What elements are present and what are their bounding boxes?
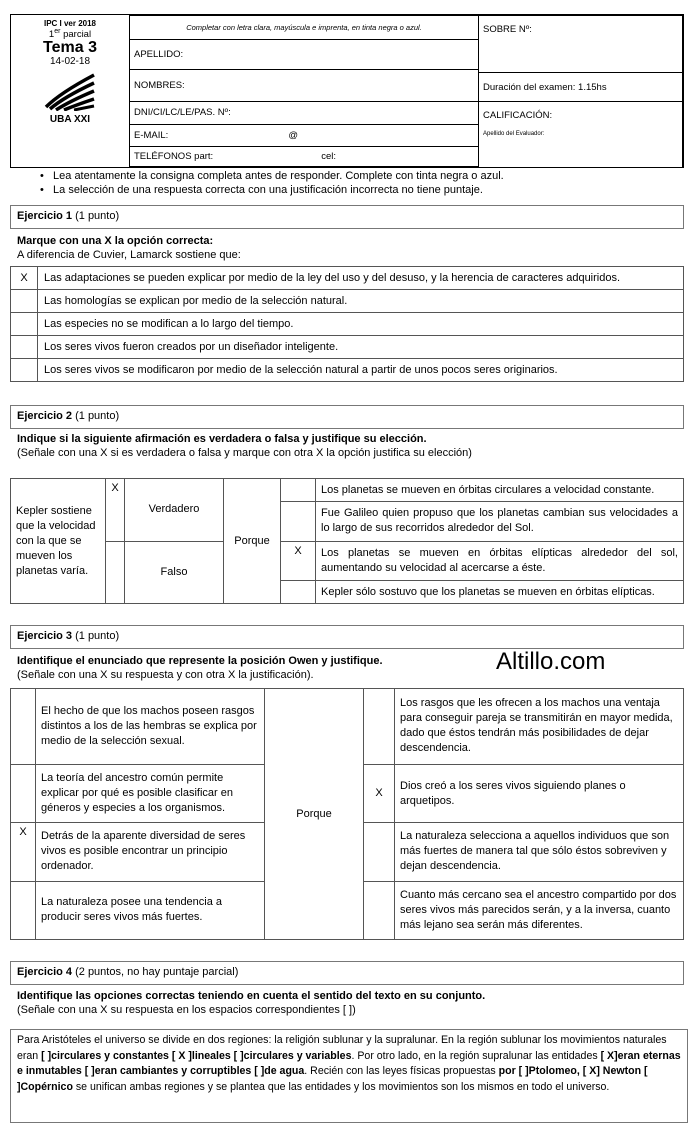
verdadero-label: Verdadero [125, 479, 224, 542]
right-checkbox[interactable] [364, 823, 395, 881]
ex4-title: Ejercicio 4 (2 puntos, no hay puntaje parcial) [10, 961, 684, 985]
porque-label: Porque [265, 689, 364, 940]
exam-date: 14-02-18 [49, 56, 91, 68]
reason-text: Fue Galileo quien propuso que los planetas cambian sus velocidades a lo largo de sus recorridos alrededor del Sol. [316, 502, 684, 542]
option-row [11, 359, 684, 382]
course-code: IPC I ver 2018 [43, 19, 97, 28]
dni-field[interactable]: DNI/CI/LC/LE/PAS. Nº: [130, 101, 479, 124]
reason-checkbox[interactable]: X [281, 541, 316, 581]
reason-checkbox[interactable] [281, 502, 316, 542]
ex4-paragraph: Para Aristóteles el universo se divide en dos regiones: la religión sublunar y la supralunar. En la región sublunar los movimientos naturales eran [ ]circulares y constantes [ X ]lineales [ ]circulares y variables. Por otro lado, en la región supralunar las entidades [ X]eran eternas e inmutables [ ]eran cambiantes y corruptibles [ ]de agua. Recién con las leyes físicas propuestas por [ ]Ptolomeo, [ X] Newton [ ]Copérnico se unifican ambas regiones y se plantea que las entidades y los movimientos son los mismos en todo el universo. [10, 1029, 688, 1123]
right-text: Cuanto más cercano sea el ancestro compartido por dos seres vivos más parecidos serán, y a la inversa, cuanto más lejano sea serán más diferentes. [395, 881, 684, 939]
tema-title: Tema 3 [43, 39, 97, 57]
option-row [11, 290, 684, 313]
ex1-question: A diferencia de Cuvier, Lamarck sostiene que: [17, 249, 241, 261]
option-checkbox[interactable] [11, 336, 38, 359]
sobre-field: SOBRE Nº: [479, 16, 683, 73]
option-checkbox[interactable]: X [11, 267, 38, 290]
option-row [11, 267, 684, 290]
left-text: El hecho de que los machos poseen rasgos distintos a los de las hembras se explica por medio de la selección sexual. [36, 689, 265, 765]
ex2-title: Ejercicio 2 (1 punto) [10, 405, 684, 429]
ex3-title: Ejercicio 3 (1 punto) [10, 625, 684, 649]
reason-text: Los planetas se mueven en órbitas circulares a velocidad constante. [316, 479, 684, 502]
right-checkbox[interactable] [364, 689, 395, 765]
fill-instructions: Completar con letra clara, mayúscula e imprenta, en tinta negra o azul. [130, 16, 479, 40]
option-checkbox[interactable] [11, 313, 38, 336]
general-instructions [40, 170, 504, 197]
apellido-field[interactable]: APELLIDO: [130, 39, 479, 69]
reason-text: Los planetas se mueven en órbitas elípticas alrededor del sol, aumentando su velocidad al acercarse a éste. [316, 541, 684, 581]
altillo-watermark: Altillo.com [496, 648, 606, 675]
exam-info-block [11, 15, 130, 167]
exam-label: 1er parcial [48, 28, 92, 41]
choice-group-3[interactable]: por [ ]Ptolomeo, [ X] Newton [ ]Copérnico [17, 1065, 648, 1093]
instruction-bullet: • La selección de una respuesta correcta con una justificación incorrecta no tiene puntaje. [40, 183, 483, 196]
falso-label: Falso [125, 541, 224, 604]
student-info-table [129, 15, 479, 167]
ex1-options-table [10, 266, 684, 382]
duracion-field: Duración del examen: 1.15hs [479, 73, 683, 102]
ex2-statement: Kepler sostiene que la velocidad con la que se mueven los planetas varía. [11, 479, 106, 604]
porque-label: Porque [224, 479, 281, 604]
choice-group-2[interactable]: [ X]eran eternas e inmutables [ ]eran cambiantes y corruptibles [ ]de agua [17, 1049, 681, 1078]
reason-checkbox[interactable] [281, 581, 316, 604]
ex2-instruction: Indique si la siguiente afirmación es verdadera o falsa y justifique su elección. [17, 433, 427, 445]
ex3-note: (Señale con una X su respuesta y con otra X la justificación). [17, 669, 314, 681]
falso-checkbox[interactable] [106, 541, 125, 604]
ex2-note: (Señale con una X si es verdadera o falsa y marque con otra X la opción justifica su elección) [17, 447, 472, 459]
option-text: Los seres vivos fueron creados por un diseñador inteligente. [38, 336, 684, 359]
email-field[interactable]: E-MAIL: @ [130, 124, 479, 147]
ex4-note: (Señale con una X su respuesta en los espacios correspondientes [ ]) [17, 1004, 356, 1016]
uba-logo-text: UBA XXI [49, 114, 91, 126]
option-row [11, 336, 684, 359]
left-checkbox[interactable] [11, 881, 36, 939]
ex3-instruction: Identifique el enunciado que represente la posición Owen y justifique. [17, 655, 383, 667]
left-text: La teoría del ancestro común permite explicar por qué es posible clasificar en géneros y especies a los organismos. [36, 764, 265, 822]
reason-checkbox[interactable] [281, 479, 316, 502]
option-text: Los seres vivos se modificaron por medio de la selección natural a partir de unos pocos seres originarios. [38, 359, 684, 382]
right-text: La naturaleza selecciona a aquellos individuos que son más fuertes de manera tal que sólo éstos sobreviven y dejan descendencia. [395, 823, 684, 881]
right-text: Los rasgos que les ofrecen a los machos una ventaja para conseguir pareja se transmitirán en mayor medida, dado que éstos tendrán más posibilidades de dejar descendencia. [395, 689, 684, 765]
ex1-instruction: Marque con una X la opción correcta: [17, 235, 214, 247]
right-checkbox[interactable]: X [364, 764, 395, 822]
ex3-table [10, 688, 684, 940]
option-text: Las adaptaciones se pueden explicar por medio de la ley del uso y del desuso, y la herencia de caracteres adquiridos. [38, 267, 684, 290]
left-checkbox[interactable] [11, 689, 36, 765]
option-text: Las homologías se explican por medio de la selección natural. [38, 290, 684, 313]
left-text: Detrás de la aparente diversidad de seres vivos es posible encontrar un principio ordenador. [36, 823, 265, 881]
ex2-table [10, 478, 684, 604]
right-text: Dios creó a los seres vivos siguiendo planes o arquetipos. [395, 764, 684, 822]
verdadero-checkbox[interactable]: X [106, 479, 125, 542]
left-checkbox[interactable] [11, 764, 36, 822]
left-text: La naturaleza posee una tendencia a producir seres vivos más fuertes. [36, 881, 265, 939]
ex4-instruction: Identifique las opciones correctas teniendo en cuenta el sentido del texto en su conjunto. [17, 990, 486, 1002]
instruction-bullet: • Lea atentamente la consigna completa antes de responder. Complete con tinta negra o azul. [40, 170, 504, 182]
telefonos-field[interactable]: TELÉFONOS part: cel: [130, 147, 479, 167]
reason-text: Kepler sólo sostuvo que los planetas se mueven en órbitas elípticas. [316, 581, 684, 604]
right-checkbox[interactable] [364, 881, 395, 939]
ex1-title: Ejercicio 1 (1 punto) [10, 205, 684, 229]
uba-logo-icon [42, 71, 98, 111]
left-checkbox[interactable]: X [11, 823, 36, 881]
option-checkbox[interactable] [11, 290, 38, 313]
choice-group-1[interactable]: [ ]circulares y constantes [ X ]lineales [ ]circulares y variables [41, 1049, 352, 1062]
option-row [11, 313, 684, 336]
nombres-field[interactable]: NOMBRES: [130, 70, 479, 102]
exam-admin-table [478, 15, 683, 168]
option-text: Las especies no se modifican a lo largo del tiempo. [38, 313, 684, 336]
calificacion-field: CALIFICACIÓN: Apellido del Evaluador: [479, 102, 683, 168]
option-checkbox[interactable] [11, 359, 38, 382]
exam-header [10, 14, 684, 168]
